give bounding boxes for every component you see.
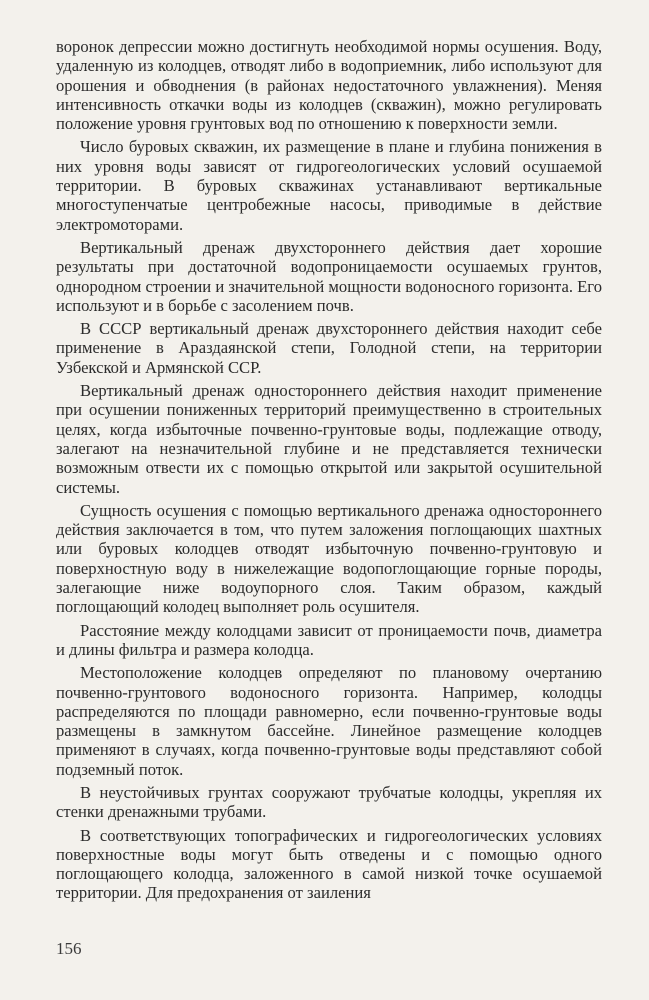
paragraph-9: В неустойчивых грунтах сооружают трубчатые колодцы, укрепляя их стенки дренажными трубами.	[56, 782, 602, 822]
paragraph-3: Вертикальный дренаж двухстороннего действия дает хорошие результаты при достаточной водопроницаемости осушаемых грунтов, однородном строении и значительной мощности водоносного горизонта. Его используют и в борьбе с засолением почв.	[56, 237, 602, 315]
paragraph-5: Вертикальный дренаж одностороннего действия находит применение при осушении пониженных территорий преимущественно в строительных целях, когда избыточные почвенно-грунтовые воды, подлежащие отводу, залегают на незначительной глубине и не представляется технически возможным отвести их с помощью открытой или закрытой осушительной системы.	[56, 381, 602, 497]
paragraph-4: В СССР вертикальный дренаж двухстороннего действия находит себе применение в Араздаянской степи, Голодной степи, на территории Узбекской и Армянской ССР.	[56, 319, 602, 377]
body-text	[56, 37, 602, 907]
paragraph-7: Расстояние между колодцами зависит от проницаемости почв, диаметра и длины фильтра и размера колодца.	[56, 620, 602, 659]
paragraph-1: воронок депрессии можно достигнуть необходимой нормы осушения. Воду, удаленную из колодцев, отводят либо в водоприемник, либо используют для орошения и обводнения (в районах недостаточного увлажнения). Меняя интенсивность откачки воды из колодцев (скважин), можно регулировать положение уровня грунтовых вод по отношению к поверхности земли.	[56, 37, 602, 134]
paragraph-2: Число буровых скважин, их размещение в плане и глубина понижения в них уровня воды зависят от гидрогеологических условий осушаемой территории. В буровых скважинах устанавливают вертикальные многоступенчатые центробежные насосы, приводимые в действие электромоторами.	[56, 137, 602, 234]
paragraph-8: Местоположение колодцев определяют по плановому очертанию почвенно-грунтового водоносного горизонта. Например, колодцы распределяются по площади равномерно, если почвенно-грунтовые воды размещены в замкнутом бассейне. Линейное размещение колодцев применяют в случаях, когда почвенно-грунтовые воды представляют собой подземный поток.	[56, 663, 602, 779]
paragraph-10: В соответствующих топографических и гидрогеологических условиях поверхностные воды могут быть отведены и с помощью одного поглощающего колодца, заложенного в самой низкой точке осушаемой территории. Для предохранения от заиления	[56, 825, 602, 903]
page-number: 156	[56, 939, 82, 958]
paragraph-6: Сущность осушения с помощью вертикального дренажа одностороннего действия заключается в том, что путем заложения поглощающих шахтных или буровых колодцев отводят избыточную почвенно-грунтовую и поверхностную воду в нижележащие водопоглощающие горные породы, залегающие ниже водоупорного слоя. Таким образом, каждый поглощающий колодец выполняет роль осушителя.	[56, 500, 602, 617]
